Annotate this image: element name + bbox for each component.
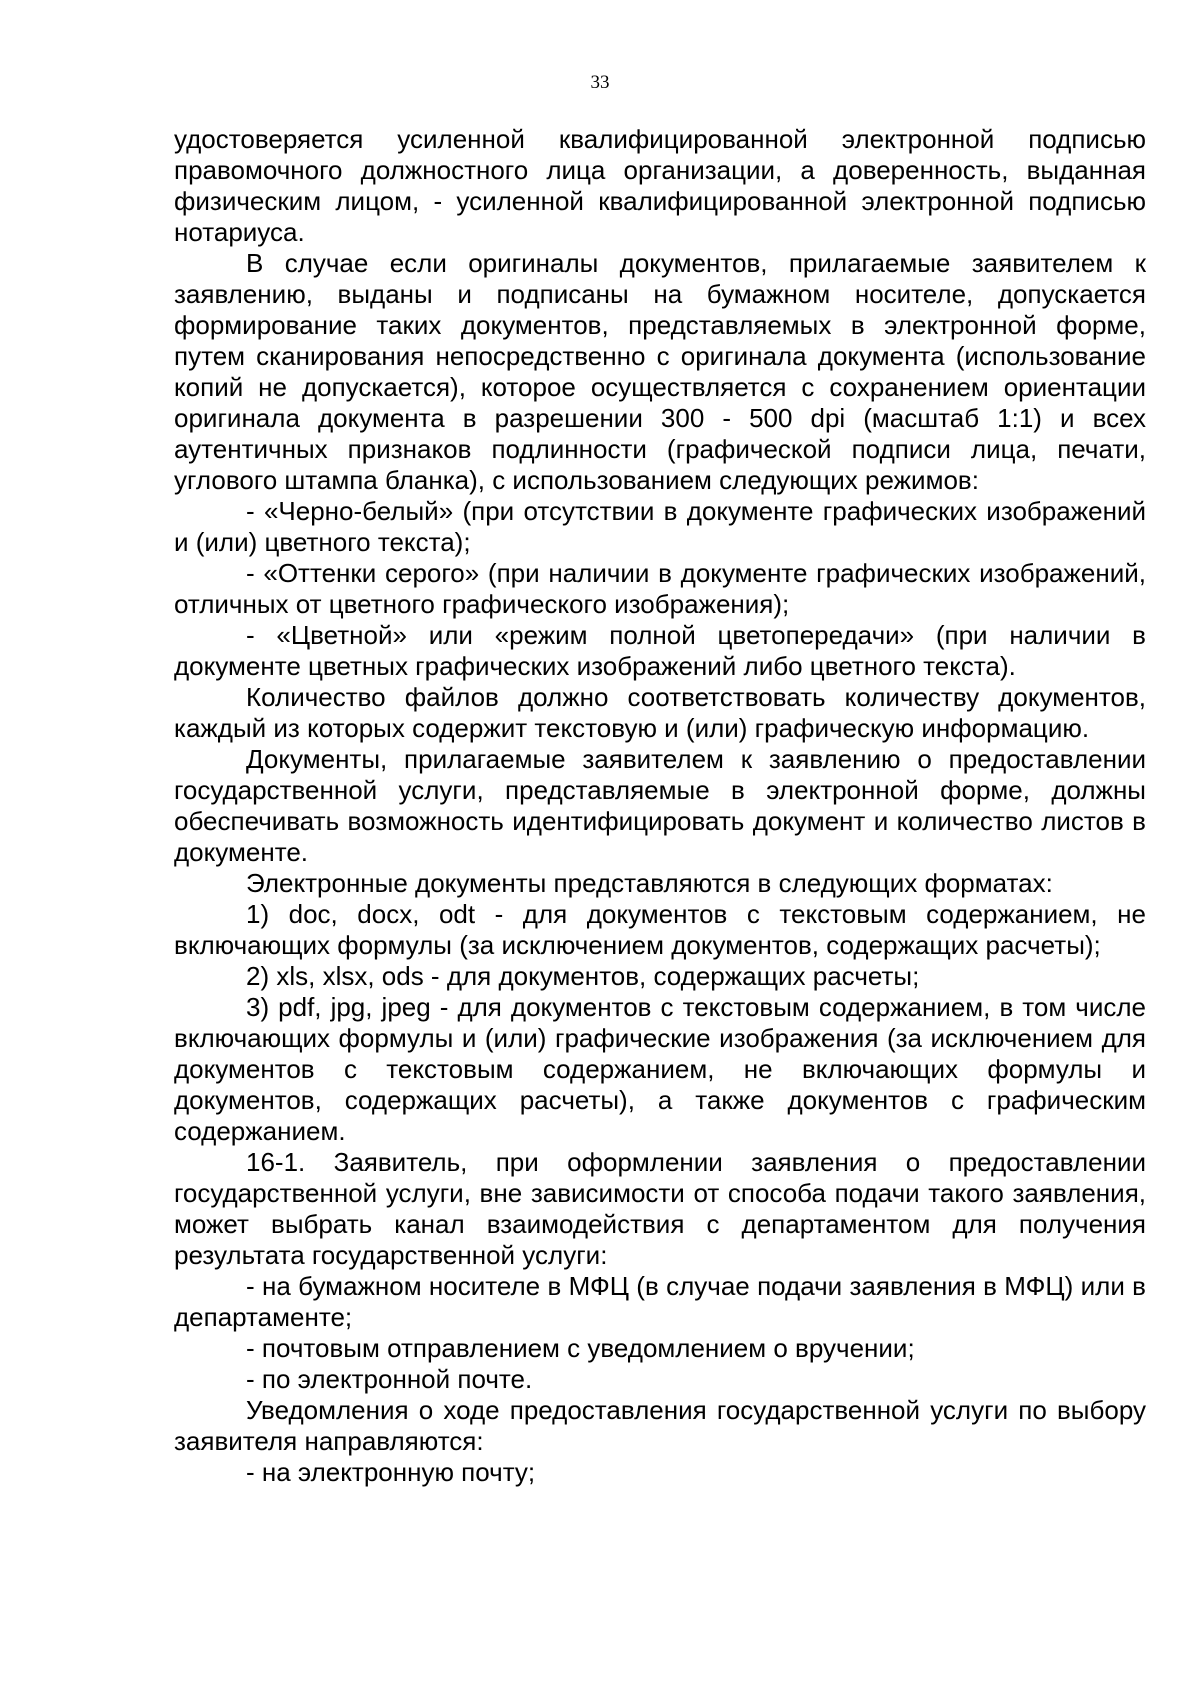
list-item: - на электронную почту; [246,1457,536,1487]
list-item: 2) xls, xlsx, ods - для документов, содержащих расчеты; [246,961,920,991]
paragraph: Уведомления о ходе предоставления государственной услуги по выбору заявителя направляются: [174,1395,1146,1456]
paragraph: В случае если оригиналы документов, прилагаемые заявителем к заявлению, выданы и подписаны на бумажном носителе, допускается формирование таких документов, представляемых в электронной форме, путем сканирования непосредственно с оригинала документа (использование копий не допускается), которое осуществляется с сохранением ориентации оригинала документа в разрешении 300 - 500 dpi (масштаб 1:1) и всех аутентичных признаков подлинности (графической подписи лица, печати, углового штампа бланка), с использованием следующих режимов: [174,248,1146,495]
list-item: 1) doc, docx, odt - для документов с текстовым содержанием, не включающих формулы (за исключением документов, содержащих расчеты); [174,899,1146,960]
document-body [174,124,1146,1488]
paragraph: 16-1. Заявитель, при оформлении заявления о предоставлении государственной услуги, вне зависимости от способа подачи такого заявления, может выбрать канал взаимодействия с департаментом для получения результата государственной услуги: [174,1147,1146,1270]
paragraph: Электронные документы представляются в следующих форматах: [246,868,1053,898]
paragraph: Документы, прилагаемые заявителем к заявлению о предоставлении государственной услуги, представляемые в электронной форме, должны обеспечивать возможность идентифицировать документ и количество листов в документе. [174,744,1146,867]
list-item: - «Черно-белый» (при отсутствии в документе графических изображений и (или) цветного текста); [174,496,1146,557]
list-item: - почтовым отправлением с уведомлением о вручении; [246,1333,915,1363]
list-item: - на бумажном носителе в МФЦ (в случае подачи заявления в МФЦ) или в департаменте; [174,1271,1146,1332]
list-item: - «Оттенки серого» (при наличии в документе графических изображений, отличных от цветного графического изображения); [174,558,1146,619]
list-item: - «Цветной» или «режим полной цветопередачи» (при наличии в документе цветных графических изображений либо цветного текста). [174,620,1146,681]
paragraph: удостоверяется усиленной квалифицированной электронной подписью правомочного должностного лица организации, а доверенность, выданная физическим лицом, - усиленной квалифицированной электронной подписью нотариуса. [174,124,1146,247]
page-number: 33 [590,72,610,93]
paragraph: Количество файлов должно соответствовать количеству документов, каждый из которых содержит текстовую и (или) графическую информацию. [174,682,1146,743]
list-item: 3) pdf, jpg, jpeg - для документов с текстовым содержанием, в том числе включающих формулы и (или) графические изображения (за исключением для документов с текстовым содержанием, не включающих формулы и документов, содержащих расчеты), а также документов с графическим содержанием. [174,992,1146,1146]
list-item: - по электронной почте. [246,1364,533,1394]
